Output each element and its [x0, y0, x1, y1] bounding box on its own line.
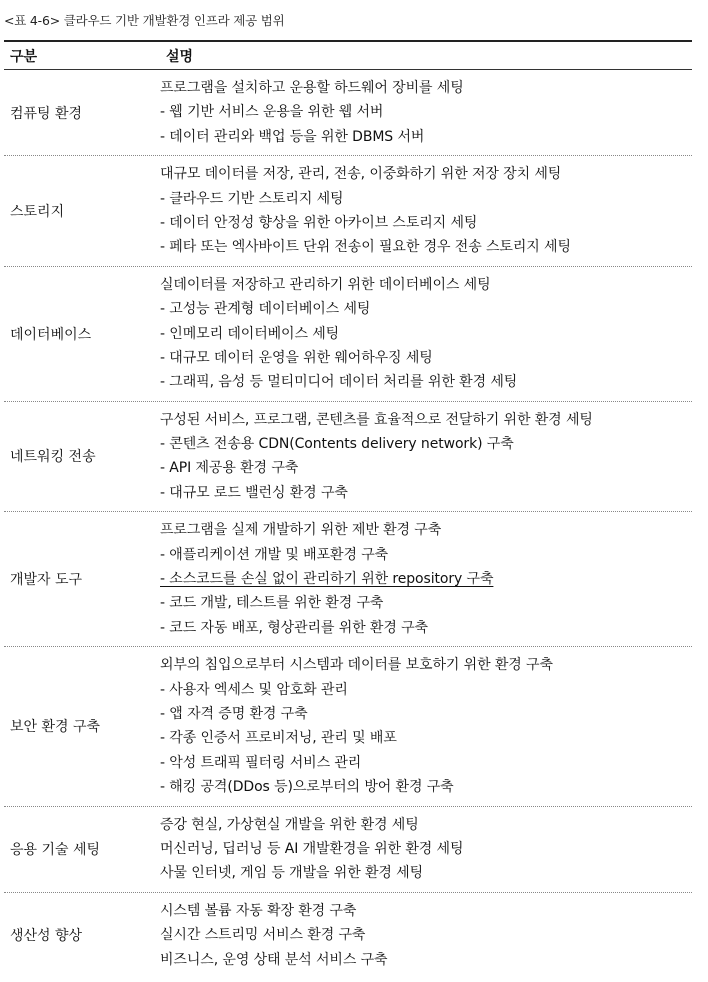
description-line: - 대규모 데이터 운영을 위한 웨어하우징 세팅 [160, 349, 433, 366]
description-line: - 코드 자동 배포, 형상관리를 위한 환경 구축 [160, 619, 428, 636]
description-line: - API 제공용 환경 구축 [160, 460, 299, 477]
header-category: 구분 [10, 48, 38, 65]
table-header [4, 40, 692, 70]
table-row [4, 156, 692, 267]
row-category: 응용 기술 세팅 [10, 842, 101, 859]
description-line: 시스템 볼륨 자동 확장 환경 구축 [160, 902, 357, 919]
header-description: 설명 [166, 48, 194, 65]
row-description [154, 512, 692, 646]
row-category: 데이터베이스 [10, 326, 92, 343]
description-line: 대규모 데이터를 저장, 관리, 전송, 이중화하기 위한 저장 장치 세팅 [160, 166, 562, 183]
description-line: - 데이터 관리와 백업 등을 위한 DBMS 서버 [160, 128, 425, 145]
description-line: 실시간 스트리밍 서비스 환경 구축 [160, 927, 366, 944]
description-line: 외부의 침입으로부터 시스템과 데이터를 보호하기 위한 환경 구축 [160, 657, 553, 674]
row-description [154, 156, 692, 266]
description-line: - 웹 기반 서비스 운용을 위한 웹 서버 [160, 104, 384, 121]
description-line: 증강 현실, 가상현실 개발을 위한 환경 세팅 [160, 816, 419, 833]
description-line: - 데이터 안정성 향상을 위한 아카이브 스토리지 세팅 [160, 214, 478, 231]
description-line: - 콘텐츠 전송용 CDN(Contents delivery network) 구축 [160, 436, 514, 453]
description-line: - 악성 트래픽 필터링 서비스 관리 [160, 754, 362, 771]
row-description [154, 647, 692, 805]
row-category: 네트워킹 전송 [10, 449, 96, 466]
row-description [154, 402, 692, 512]
table-row [4, 512, 692, 647]
description-line: 사물 인터넷, 게임 등 개발을 위한 환경 세팅 [160, 865, 424, 882]
description-line: 머신러닝, 딥러닝 등 AI 개발환경을 위한 환경 세팅 [160, 840, 464, 857]
table-row [4, 402, 692, 513]
description-line: - 소스코드를 손실 없이 관리하기 위한 repository 구축 [160, 571, 494, 588]
description-line: 구성된 서비스, 프로그램, 콘텐츠를 효율적으로 전달하기 위한 환경 세팅 [160, 411, 593, 428]
description-line: 프로그램을 실제 개발하기 위한 제반 환경 구축 [160, 522, 442, 539]
row-description [154, 893, 692, 978]
table-row [4, 70, 692, 156]
row-description [154, 70, 692, 155]
infra-scope-table [4, 40, 692, 978]
description-line: - 각종 인증서 프로비저닝, 관리 및 배포 [160, 730, 397, 747]
row-description [154, 807, 692, 892]
description-line: - 해킹 공격(DDos 등)으로부터의 방어 환경 구축 [160, 779, 454, 796]
table-body [4, 70, 692, 978]
description-line: - 사용자 엑세스 및 암호화 관리 [160, 681, 348, 698]
description-line: 실데이터를 저장하고 관리하기 위한 데이터베이스 세팅 [160, 276, 491, 293]
row-category: 보안 환경 구축 [10, 719, 101, 736]
description-line: - 앱 자격 증명 환경 구축 [160, 705, 308, 722]
description-line: - 코드 개발, 테스트를 위한 환경 구축 [160, 595, 384, 612]
row-category: 스토리지 [10, 203, 65, 220]
table-row [4, 807, 692, 893]
row-description [154, 267, 692, 401]
description-line: - 애플리케이션 개발 및 배포환경 구축 [160, 546, 389, 563]
description-line: - 고성능 관계형 데이터베이스 세팅 [160, 301, 371, 318]
row-category: 생산성 향상 [10, 928, 83, 945]
table-row [4, 267, 692, 402]
row-category: 개발자 도구 [10, 572, 83, 589]
description-line: 비즈니스, 운영 상태 분석 서비스 구축 [160, 951, 388, 968]
description-line: - 클라우드 기반 스토리지 세팅 [160, 190, 344, 207]
row-category: 컴퓨팅 환경 [10, 105, 83, 122]
description-line: - 페타 또는 엑사바이트 단위 전송이 필요한 경우 전송 스토리지 세팅 [160, 239, 571, 256]
table-row [4, 647, 692, 806]
description-line: - 그래픽, 음성 등 멀티미디어 데이터 처리를 위한 환경 세팅 [160, 374, 518, 391]
description-line: - 인메모리 데이터베이스 세팅 [160, 325, 340, 342]
description-line: - 대규모 로드 밸런싱 환경 구축 [160, 484, 348, 501]
table-row [4, 893, 692, 978]
description-line: 프로그램을 설치하고 운용할 하드웨어 장비를 세팅 [160, 80, 464, 96]
table-caption: <표 4-6> 클라우드 기반 개발환경 인프라 제공 범위 [4, 13, 285, 28]
